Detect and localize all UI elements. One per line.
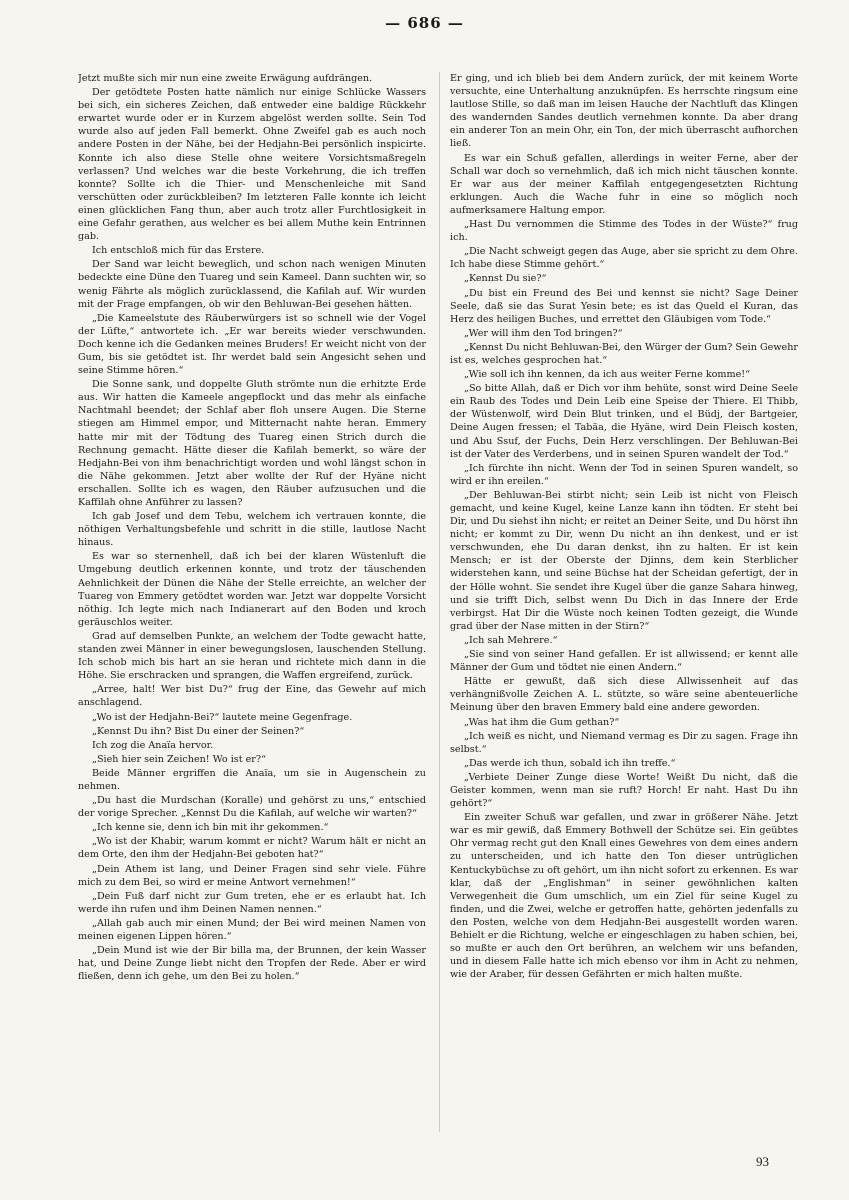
- paragraph: Es war ein Schuß gefallen, allerdings in weiter Ferne, aber der Schall war doch so vernehmlich, daß ich mich nicht täuschen konnte. Er war aus der meiner Kaffilah entgegengesetzten Richtung erklungen. Auch die Wache fuhr in eine so möglich noch aufmerksamere Haltung empor.: [450, 152, 798, 216]
- paragraph: „Sieh hier sein Zeichen! Wo ist er?“: [92, 753, 266, 765]
- printer-signature-mark: 93: [756, 1154, 769, 1169]
- paragraph: „So bitte Allah, daß er Dich vor ihm behüte, sonst wird Deine Seele ein Raub des Todes und Dein Leib eine Speise der Thiere. El Thibb, der Wüstenwolf, wird Dein Blut trinken, und el Büdj, der Bartgeier, Deine Augen fressen; el Tabäa, die Hyäne, wird Dein Fleisch kosten, und Abu Ssuf, der Fuchs, Dein Herz verschlingen. Der Behluwan-Bei ist der Vater des Verderbens, und in seinen Spuren wandelt der Tod.“: [450, 383, 798, 460]
- paragraph: „Die Kameelstute des Räuberwürgers ist so schnell wie der Vogel der Lüfte,“ antwortete ich. „Er war bereits wieder verschwunden. Doch kenne ich die Gedanken meines Bruders! Er weicht nicht von der Gum, bis sie getödtet ist. Ihr werdet bald sein Angesicht sehen und seine Stimme hören.“: [78, 312, 426, 377]
- left-text-column: [78, 72, 426, 1132]
- paragraph: „Ich kenne sie, denn ich bin mit ihr gekommen.“: [92, 822, 329, 834]
- paragraph: „Du bist ein Freund des Bei und kennst sie nicht? Sage Deiner Seele, daß sie das Surat Yesin bete; es ist das Queld el Kuran, das Herz des heiligen Buches, und errettet den Gläubigen vom Tode.“: [450, 287, 798, 325]
- paragraph: „Verbiete Deiner Zunge diese Worte! Weißt Du nicht, daß die Geister kommen, wenn man sie ruft? Horch! Er naht. Hast Du ihn gehört?“: [450, 771, 798, 810]
- paragraph: „Das werde ich thun, sobald ich ihn treffe.“: [464, 757, 676, 769]
- paragraph: Der getödtete Posten hatte nämlich nur einige Schlücke Wassers bei sich, ein sicheres Zeichen, daß entweder eine baldige Rückkehr erwartet wurde oder er in Kurzem abgelöst werden sollte. Sein Tod wurde also auf jeden Fall bemerkt. Ohne Zweifel gab es auch noch andere Posten in der Nähe, bei der Hedjahn-Bei persönlich inspicirte. Konnte ich also diese Stelle ohne weitere Vorsichtsmaßregeln verlassen? Und welches war die beste Vorkehrung, die ich treffen konnte? Sollte ich die Thier- und Menschenleiche mit Sand verschütten oder zurückbleiben? Im letzteren Falle konnte ich leicht einen glücklichen Fang thun, aber auch trotz aller Furchtlosigkeit in eine Gefahr gerathen, aus welcher es bei allem Muthe kein Entrinnen gab.: [78, 87, 426, 243]
- paragraph: Ein zweiter Schuß war gefallen, und zwar in größerer Nähe. Jetzt war es mir gewiß, daß Emmery Bothwell der Schütze sei. Ein geübtes Ohr vermag recht gut den Knall eines Gewehres von dem eines andern zu unterscheiden, und ich hatte den Ton dieser untrüglichen Kentuckybüchse zu oft gehört, um ihn nicht sofort zu erkennen. Es war klar, daß der „Englishman“ in seiner gewöhnlichen kalten Verwegenheit die Gum umschlich, um ein Ziel für seine Kugel zu finden, und die Zwei, welche er getroffen hatte, gehörten jedenfalls zu den Posten, welche von dem Hedjahn-Bei ausgestellt worden waren. Behielt er die Richtung, welche er eingeschlagen zu haben schien, bei, so mußte er auch den Ort berühren, an welchem wir uns befanden, und in diesem Falle hatte ich mich ebenso vor ihm in Acht zu nehmen, wie der Araber, für dessen Gefährten er mich halten mußte.: [450, 812, 798, 981]
- paragraph: „Der Behluwan-Bei stirbt nicht; sein Leib ist nicht von Fleisch gemacht, und keine Kugel, keine Lanze kann ihn tödten. Er steht bei Dir, und Du siehst ihn nicht; er reitet an Deiner Seite, und Du hörst ihn nicht; er kommt zu Dir, wenn Du nicht an ihn denkest, und er ist verschwunden, ehe Du daran denkst, ihn zu halten. Er ist kein Mensch; er ist der Oberste der Djinns, dem kein Sterblicher widerstehen kann, und seine Büchse hat der Scheidan gefertigt, der in der Hölle wohnt. Sie sendet ihre Kugel über die ganze Sahara hinweg, und sie trifft Dich, selbst wenn Du Dich in das Innere der Erde verbirgst. Hat Dir die Wüste noch keinen Todten gezeigt, die Wunde grad über der Nase mitten in der Stirn?“: [450, 489, 798, 632]
- paragraph: Der Sand war leicht beweglich, und schon nach wenigen Minuten bedeckte eine Düne den Tuareg und sein Kameel. Dann suchten wir, so wenig Fährte als möglich zurücklassend, die Kafilah auf. Wir wurden mit der Frage empfangen, ob wir den Behluwan-Bei gesehen hätten.: [78, 259, 426, 310]
- page-number: — 686 —: [385, 14, 464, 32]
- paragraph: „Wer will ihm den Tod bringen?“: [464, 327, 623, 339]
- right-text-column: [450, 72, 798, 1132]
- paragraph: Ich entschloß mich für das Erstere.: [92, 245, 265, 257]
- paragraph: „Allah gab auch mir einen Mund; der Bei wird meinen Namen von meinen eigenen Lippen hören.“: [78, 917, 426, 942]
- paragraph: Jetzt mußte sich mir nun eine zweite Erwägung aufdrängen.: [78, 73, 373, 84]
- paragraph: Grad auf demselben Punkte, an welchem der Todte gewacht hatte, standen zwei Männer in einer bewegungslosen, lauschenden Stellung. Ich schob mich bis hart an sie heran und richtete mich dann in die Höhe. Sie erschracken und sprangen, die Waffen ergreifend, zurück.: [78, 630, 426, 682]
- paragraph: „Die Nacht schweigt gegen das Auge, aber sie spricht zu dem Ohre. Ich habe diese Stimme gehört.“: [450, 246, 798, 271]
- paragraph: Ich gab Josef und dem Tebu, welchem ich vertrauen konnte, die nöthigen Verhaltungsbefehle und schritt in die stille, lautlose Nacht hinaus.: [78, 511, 426, 549]
- paragraph: Ich zog die Anaïa hervor.: [92, 739, 214, 751]
- paragraph: „Ich sah Mehrere.“: [464, 634, 558, 646]
- paragraph: „Dein Fuß darf nicht zur Gum treten, ehe er es erlaubt hat. Ich werde ihn rufen und ihm Deinen Namen nennen.“: [78, 890, 426, 915]
- paragraph: „Sie sind von seiner Hand gefallen. Er ist allwissend; er kennt alle Männer der Gum und tödtet nie einen Andern.“: [450, 649, 798, 674]
- paragraph: Es war so sternenhell, daß ich bei der klaren Wüstenluft die Umgebung deutlich erkennen konnte, und trotz der täuschenden Aehnlichkeit der Dünen die Nähe der Stelle erreichte, an welcher der Tuareg von Emmery getödtet worden war. Jetzt war doppelte Vorsicht nöthig. Ich legte mich nach Indianerart auf den Boden und kroch geräuschlos weiter.: [78, 551, 426, 628]
- paragraph: „Dein Athem ist lang, und Deiner Fragen sind sehr viele. Führe mich zu dem Bei, so wird er meine Antwort vernehmen!“: [78, 863, 426, 888]
- paragraph: „Wie soll ich ihn kennen, da ich aus weiter Ferne komme!“: [464, 369, 751, 381]
- paragraph: „Arree, halt! Wer bist Du?“ frug der Eine, das Gewehr auf mich anschlagend.: [78, 684, 426, 709]
- paragraph: „Ich fürchte ihn nicht. Wenn der Tod in seinen Spuren wandelt, so wird er ihn ereilen.“: [450, 462, 798, 487]
- paragraph: „Kennst Du nicht Behluwan-Bei, den Würger der Gum? Sein Gewehr ist es, welches gesprochen hat.“: [450, 341, 798, 366]
- paragraph: Beide Männer ergriffen die Anaïa, um sie in Augenschein zu nehmen.: [78, 767, 426, 792]
- paragraph: „Du hast die Murdschan (Koralle) und gehörst zu uns,“ entschied der vorige Sprecher. „Kennst Du die Kafilah, auf welche wir warten?“: [78, 795, 426, 820]
- paragraph: Die Sonne sank, und doppelte Gluth strömte nun die erhitzte Erde aus. Wir hatten die Kameele angepflockt und das mehr als einfache Nachtmahl beendet; der Schlaf aber floh unsere Augen. Die Sterne stiegen am Himmel empor, und Mitternacht nahte heran. Emmery hatte mir mit der Tödtung des Tuareg einen Strich durch die Rechnung gemacht. Hätte dieser die Kafilah bemerkt, so wäre der Hedjahn-Bei von ihm benachrichtigt worden und wohl längst schon in die Nähe gekommen. Jetzt aber wollte der Ruf der Hyäne nicht erschallen. Sollte ich es wagen, den Räuber aufzusuchen und die Kaffilah ohne Anführer zu lassen?: [78, 379, 426, 508]
- paragraph: „Dein Mund ist wie der Bir billa ma, der Brunnen, der kein Wasser hat, und Deine Zunge liebt nicht den Tropfen der Rede. Aber er wird fließen, denn ich gehe, um den Bei zu holen.“: [78, 945, 426, 983]
- paragraph: „Was hat ihm die Gum gethan?“: [464, 716, 620, 728]
- paragraph: „Kennst Du ihn? Bist Du einer der Seinen?“: [92, 725, 305, 737]
- paragraph: „Ich weiß es nicht, und Niemand vermag es Dir zu sagen. Frage ihn selbst.“: [450, 730, 798, 755]
- paragraph: „Hast Du vernommen die Stimme des Todes in der Wüste?“ frug ich.: [450, 219, 798, 244]
- paragraph: Hätte er gewußt, daß sich diese Allwissenheit auf das verhängnißvolle Zeichen A. L. stützte, so wäre seine abenteuerliche Meinung über den braven Emmery bald eine andere geworden.: [450, 676, 798, 714]
- paragraph: „Wo ist der Hedjahn-Bei?“ lautete meine Gegenfrage.: [92, 711, 353, 723]
- column-divider: [439, 72, 440, 1132]
- paragraph: Er ging, und ich blieb bei dem Andern zurück, der mit keinem Worte versuchte, eine Unterhaltung anzuknüpfen. Es herrschte ringsum eine lautlose Stille, so daß man im leisen Hauche der Nachtluft das Klingen des wandernden Sandes deutlich vernehmen konnte. Da aber drang ein anderer Ton an mein Ohr, ein Ton, der mich überrascht aufhorchen ließ.: [450, 73, 798, 150]
- paragraph: „Wo ist der Khabir, warum kommt er nicht? Warum hält er nicht an dem Orte, den ihm der Hedjahn-Bei geboten hat?“: [78, 836, 426, 861]
- paragraph: „Kennst Du sie?“: [464, 273, 547, 285]
